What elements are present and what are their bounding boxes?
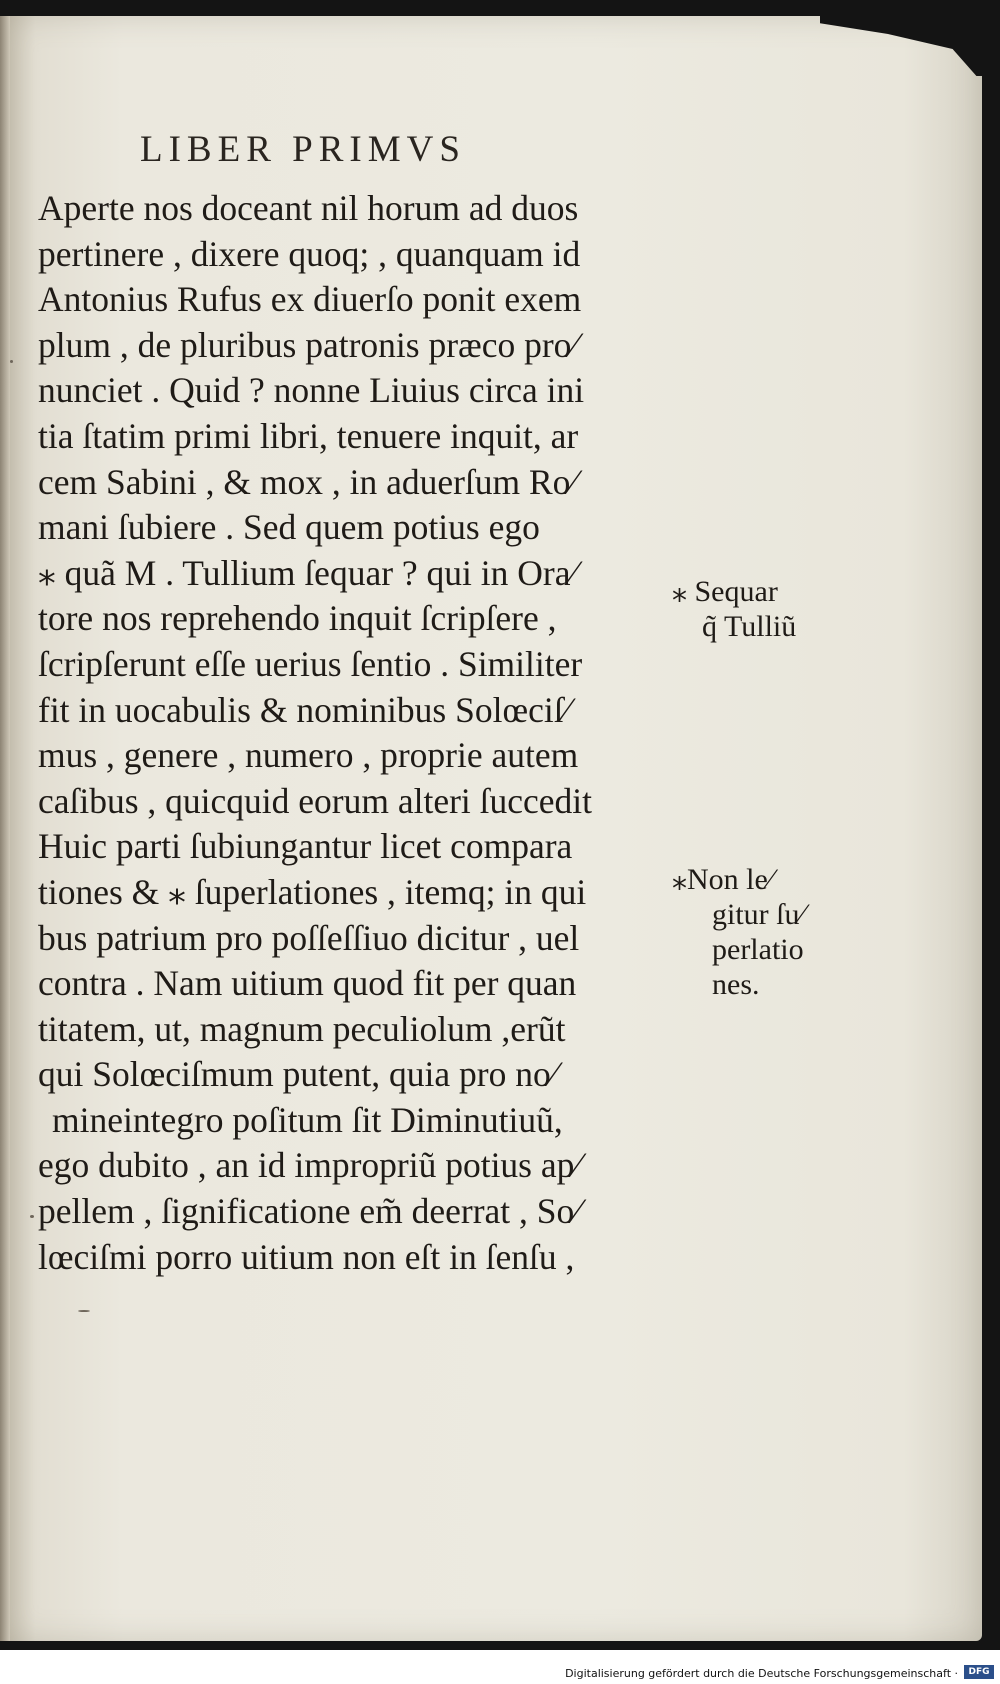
page-left-edge: [0, 16, 10, 1641]
text-line: tore nos reprehendo inquit ſcripſere ,: [38, 598, 557, 639]
text-line: mineintegro poſitum ſit Diminutiuũ,: [52, 1099, 563, 1140]
marginal-note-line: ⁎Non le⁄: [672, 863, 773, 896]
text-line: pellem , ſignificatione em̃ deerrat , So⁄: [38, 1191, 581, 1232]
dfg-logo-icon: DFG: [964, 1665, 994, 1679]
text-line: nunciet . Quid ? nonne Liuius circa ini: [38, 370, 585, 411]
main-text-block: [38, 186, 678, 1280]
text-line: tia ſtatim primi libri, tenuere inquit, ar: [38, 415, 579, 456]
text-line: ⁎ quã M . Tullium ſequar ? qui in Ora⁄: [38, 552, 577, 593]
text-line: pertinere , dixere quoq; , quanquam id: [38, 233, 581, 274]
marginal-note-line: nes.: [712, 968, 760, 1001]
text-line: qui Solœciſmum putent, quia pro no⁄: [38, 1054, 557, 1095]
text-line: contra . Nam uitium quod fit per quan: [38, 963, 577, 1004]
paper-speck: [30, 1215, 34, 1218]
text-line: bus patrium pro poſſeſſiuo dicitur , uel: [38, 917, 580, 958]
text-line: Antonius Rufus ex diuerſo ponit exem: [38, 279, 582, 320]
text-line: mus , genere , numero , proprie autem: [38, 735, 579, 776]
text-line: titatem, ut, magnum peculiolum ,erũt: [38, 1008, 566, 1049]
text-line: cem Sabini , & mox , in aduerſum Ro⁄: [38, 461, 577, 502]
marginal-note-superlationes: [672, 862, 805, 1002]
paper-speck: [10, 360, 13, 363]
text-line: ego dubito , an id impropriũ potius ap⁄: [38, 1145, 581, 1186]
marginal-note-line: q̃ Tulliũ: [702, 610, 797, 643]
text-line: tiones & ⁎ ſuperlationes , itemq; in qui: [38, 871, 587, 912]
text-line: plum , de pluribus patronis præco pro⁄: [38, 324, 578, 365]
marginal-note-line: gitur ſu⁄: [712, 898, 805, 931]
running-title: LIBER PRIMVS: [140, 129, 466, 170]
digitization-credit: Digitalisierung gefördert durch die Deutsche Forschungsgemeinschaft ·: [565, 1667, 958, 1680]
text-line: ſcripſerunt eſſe uerius ſentio . Similiter: [38, 643, 583, 684]
marginal-note-line: ⁎ Sequar: [672, 575, 778, 608]
text-line: mani ſubiere . Sed quem potius ego: [38, 507, 540, 548]
text-line: Aperte nos doceant nil horum ad duos: [38, 188, 579, 228]
paper-speck: [78, 1310, 90, 1312]
text-line: lœciſmi porro uitium non eſt in ſenſu ,: [38, 1236, 575, 1277]
text-line: caſibus , quicquid eorum alteri ſuccedit: [38, 780, 593, 821]
text-line: Huic parti ſubiungantur licet compara: [38, 826, 573, 867]
marginal-note-line: perlatio: [712, 933, 804, 966]
marginal-note-sequar: [672, 574, 796, 644]
text-line: fit in uocabulis & nominibus Solœciſ⁄: [38, 689, 570, 730]
